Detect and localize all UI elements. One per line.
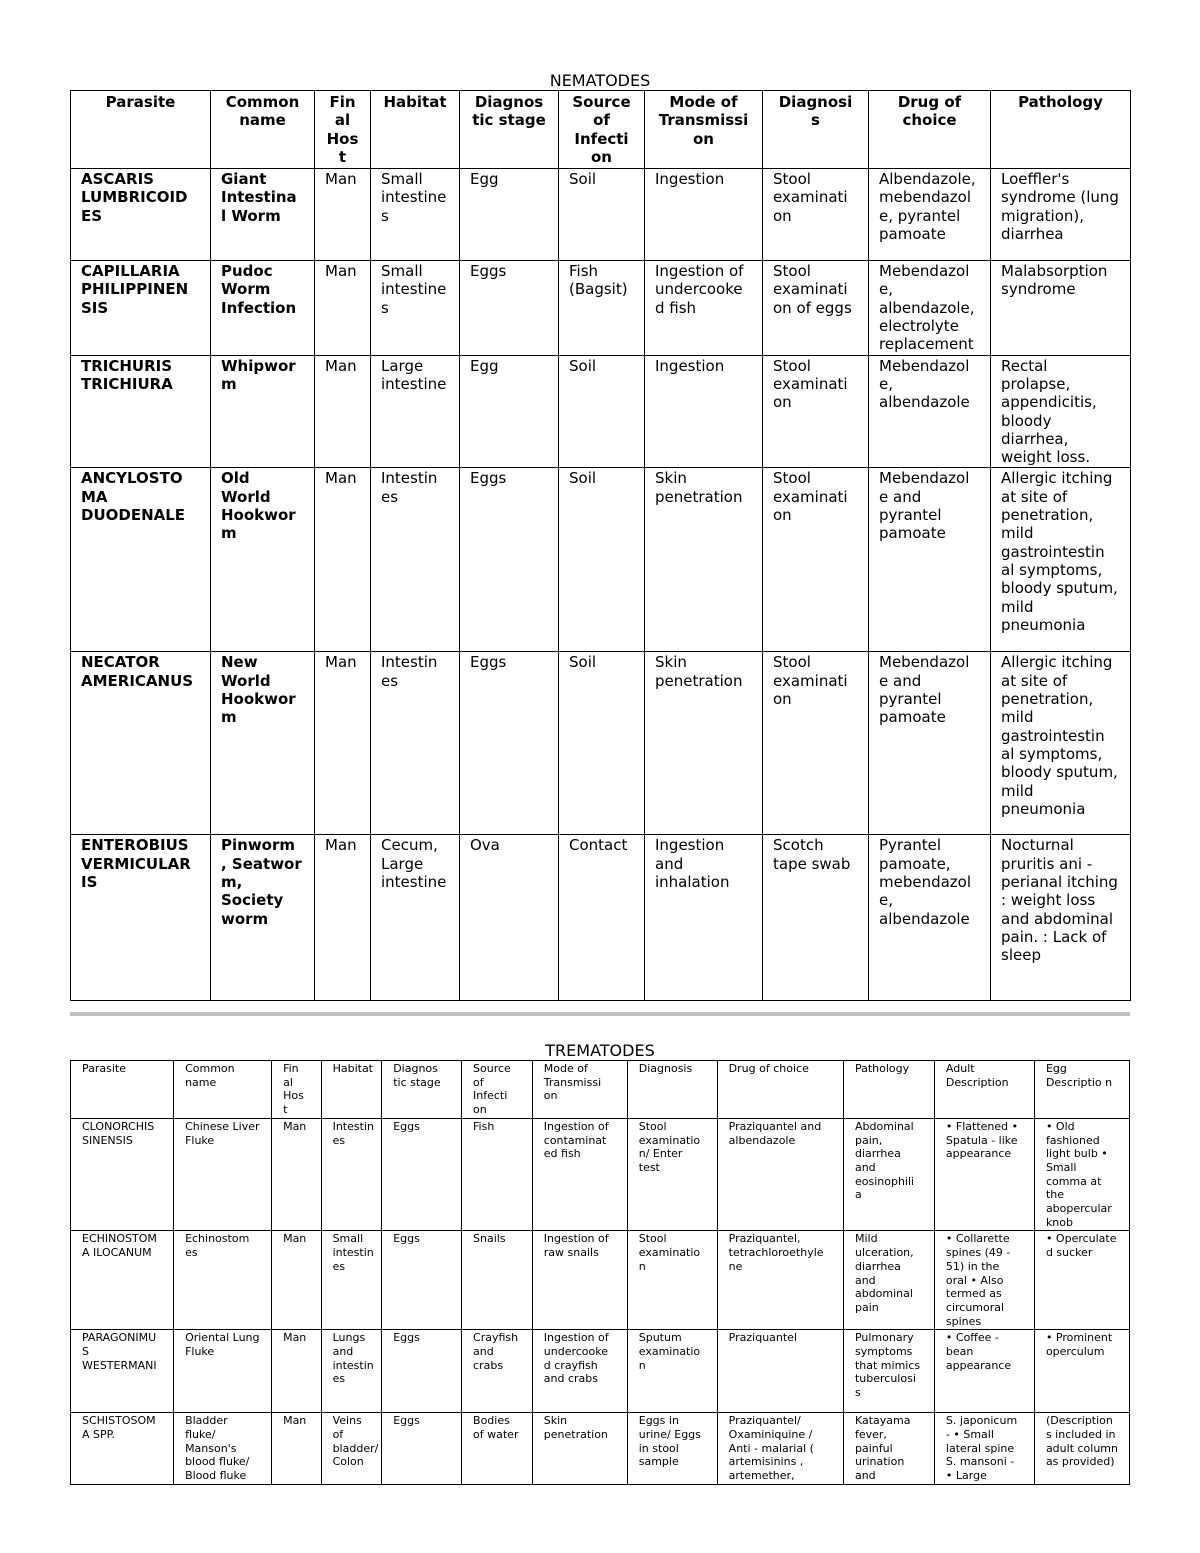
- column-header: Mode of Transmissi on: [532, 1061, 627, 1119]
- table-cell: Man: [315, 169, 371, 261]
- table-cell: Stool examinatio n/ Enter test: [627, 1118, 717, 1231]
- table-cell: Intestin es: [371, 652, 460, 835]
- table-cell: Ingestion of undercooke d crayfish and crabs: [532, 1330, 627, 1413]
- column-header: Common name: [174, 1061, 272, 1119]
- table-row: [71, 652, 1131, 835]
- table-cell: Ingestion of undercooke d fish: [645, 261, 763, 355]
- column-header: Fin al Hos t: [315, 91, 371, 169]
- column-header: Mode of Transmissi on: [645, 91, 763, 169]
- trematodes-header-row: [71, 1061, 1130, 1119]
- table-cell: Man: [272, 1231, 322, 1330]
- table-cell: Snails: [462, 1231, 533, 1330]
- table-cell: Chinese Liver Fluke: [174, 1118, 272, 1231]
- column-header: Pathology: [991, 91, 1131, 169]
- table-cell: ANCYLOSTO MA DUODENALE: [71, 468, 211, 652]
- table-cell: Small intestine s: [371, 261, 460, 355]
- nematodes-table: [70, 90, 1131, 1001]
- column-header: Diagnosi s: [763, 91, 869, 169]
- table-cell: PARAGONIMU S WESTERMANI: [71, 1330, 174, 1413]
- table-cell: Contact: [559, 835, 645, 1001]
- table-cell: Veins of bladder/ Colon: [321, 1413, 382, 1485]
- table-cell: Man: [272, 1118, 322, 1231]
- table-cell: Loeffler's syndrome (lung migration), diarrhea: [991, 169, 1131, 261]
- table-row: [71, 261, 1131, 355]
- table-row: [71, 169, 1131, 261]
- table-cell: Ingestion of contaminat ed fish: [532, 1118, 627, 1231]
- table-cell: Small intestine s: [371, 169, 460, 261]
- table-cell: Eggs: [382, 1231, 462, 1330]
- column-header: Parasite: [71, 1061, 174, 1119]
- table-cell: Eggs: [382, 1330, 462, 1413]
- table-cell: Mebendazol e and pyrantel pamoate: [869, 468, 991, 652]
- table-cell: Stool examinati on: [763, 652, 869, 835]
- table-cell: Egg: [460, 355, 559, 468]
- table-cell: • Operculate d sucker: [1034, 1231, 1129, 1330]
- column-header: Diagnosis: [627, 1061, 717, 1119]
- table-cell: Stool examinati on: [763, 355, 869, 468]
- table-cell: Soil: [559, 652, 645, 835]
- table-cell: Egg: [460, 169, 559, 261]
- table-cell: Echinostom es: [174, 1231, 272, 1330]
- column-header: Source of Infecti on: [462, 1061, 533, 1119]
- table-cell: Scotch tape swab: [763, 835, 869, 1001]
- table-cell: (Description s included in adult column as provided): [1034, 1413, 1129, 1485]
- table-cell: Albendazole, mebendazol e, pyrantel pamoate: [869, 169, 991, 261]
- table-cell: Katayama fever, painful urination and: [843, 1413, 934, 1485]
- table-cell: Pinworm , Seatwor m, Society worm: [211, 835, 315, 1001]
- table-cell: • Collarette spines (49 - 51) in the oral • Also termed as circumoral spines: [934, 1231, 1034, 1330]
- column-header: Habitat: [321, 1061, 382, 1119]
- table-cell: Intestin es: [371, 468, 460, 652]
- table-cell: • Coffee - bean appearance: [934, 1330, 1034, 1413]
- table-cell: Large intestine: [371, 355, 460, 468]
- table-cell: CLONORCHIS SINENSIS: [71, 1118, 174, 1231]
- table-cell: Pudoc Worm Infection: [211, 261, 315, 355]
- column-header: Source of Infecti on: [559, 91, 645, 169]
- table-cell: Old World Hookwor m: [211, 468, 315, 652]
- table-cell: CAPILLARIA PHILIPPINEN SIS: [71, 261, 211, 355]
- table-cell: Cecum, Large intestine: [371, 835, 460, 1001]
- table-cell: • Old fashioned light bulb • Small comma at the abopercular knob: [1034, 1118, 1129, 1231]
- table-cell: S. japonicum - • Small lateral spine S. mansoni - • Large: [934, 1413, 1034, 1485]
- table-cell: Mebendazol e, albendazole: [869, 355, 991, 468]
- table-cell: • Flattened • Spatula - like appearance: [934, 1118, 1034, 1231]
- table-cell: Lungs and intestin es: [321, 1330, 382, 1413]
- table-cell: Praziquantel/ Oxaminiquine / Anti - malarial ( artemisinins , artemether,: [717, 1413, 843, 1485]
- table-cell: Giant Intestina l Worm: [211, 169, 315, 261]
- table-cell: Nocturnal pruritis ani - perianal itching : weight loss and abdominal pain. : Lack of sleep: [991, 835, 1131, 1001]
- table-cell: Ova: [460, 835, 559, 1001]
- table-cell: ENTEROBIUS VERMICULAR IS: [71, 835, 211, 1001]
- table-cell: Fish: [462, 1118, 533, 1231]
- table-cell: Abdominal pain, diarrhea and eosinophili a: [843, 1118, 934, 1231]
- table-cell: Man: [315, 652, 371, 835]
- table-cell: NECATOR AMERICANUS: [71, 652, 211, 835]
- table-row: [71, 835, 1131, 1001]
- table-cell: Ingestion: [645, 169, 763, 261]
- table-cell: Small intestin es: [321, 1231, 382, 1330]
- table-cell: Stool examinati on: [763, 468, 869, 652]
- table-cell: Man: [272, 1330, 322, 1413]
- table-cell: Oriental Lung Fluke: [174, 1330, 272, 1413]
- table-cell: Stool examinatio n: [627, 1231, 717, 1330]
- nematodes-header-row: [71, 91, 1131, 169]
- table-cell: Praziquantel, tetrachloroethyle ne: [717, 1231, 843, 1330]
- column-header: Drug of choice: [717, 1061, 843, 1119]
- table-cell: Mebendazol e and pyrantel pamoate: [869, 652, 991, 835]
- table-cell: Eggs: [382, 1118, 462, 1231]
- table-cell: Eggs: [460, 261, 559, 355]
- table-row: [71, 1330, 1130, 1413]
- column-header: Pathology: [843, 1061, 934, 1119]
- table-cell: TRICHURIS TRICHIURA: [71, 355, 211, 468]
- column-header: Egg Descriptio n: [1034, 1061, 1129, 1119]
- column-header: Common name: [211, 91, 315, 169]
- table-cell: Man: [315, 468, 371, 652]
- table-cell: SCHISTOSOM A SPP.: [71, 1413, 174, 1485]
- column-header: Parasite: [71, 91, 211, 169]
- table-cell: Eggs: [382, 1413, 462, 1485]
- table-cell: • Prominent operculum: [1034, 1330, 1129, 1413]
- table-cell: Soil: [559, 468, 645, 652]
- trematodes-title: TREMATODES: [545, 1041, 655, 1060]
- table-cell: Eggs: [460, 468, 559, 652]
- table-cell: Skin penetration: [645, 468, 763, 652]
- table-cell: Stool examinati on: [763, 169, 869, 261]
- table-cell: Skin penetration: [645, 652, 763, 835]
- table-cell: ASCARIS LUMBRICOID ES: [71, 169, 211, 261]
- table-cell: Praziquantel and albendazole: [717, 1118, 843, 1231]
- table-cell: Crayfish and crabs: [462, 1330, 533, 1413]
- table-cell: Soil: [559, 169, 645, 261]
- nematodes-title: NEMATODES: [549, 71, 651, 90]
- table-cell: Rectal prolapse, appendicitis, bloody diarrhea, weight loss.: [991, 355, 1131, 468]
- column-header: Diagnos tic stage: [382, 1061, 462, 1119]
- table-cell: Man: [315, 355, 371, 468]
- trematodes-table: [70, 1060, 1130, 1485]
- table-cell: Bladder fluke/ Manson's blood fluke/ Blood fluke: [174, 1413, 272, 1485]
- table-cell: Pyrantel pamoate, mebendazol e, albendazole: [869, 835, 991, 1001]
- table-cell: Fish (Bagsit): [559, 261, 645, 355]
- table-row: [71, 468, 1131, 652]
- section-divider: [70, 1012, 1130, 1016]
- table-row: [71, 1231, 1130, 1330]
- table-cell: Eggs: [460, 652, 559, 835]
- table-cell: Sputum examinatio n: [627, 1330, 717, 1413]
- table-cell: Allergic itching at site of penetration, mild gastrointestin al symptoms, bloody sputum, mild pneumonia: [991, 652, 1131, 835]
- table-cell: Man: [315, 261, 371, 355]
- table-cell: ECHINOSTOM A ILOCANUM: [71, 1231, 174, 1330]
- table-cell: Stool examinati on of eggs: [763, 261, 869, 355]
- table-cell: Ingestion of raw snails: [532, 1231, 627, 1330]
- table-cell: Praziquantel: [717, 1330, 843, 1413]
- table-cell: New World Hookwor m: [211, 652, 315, 835]
- table-cell: Mebendazol e, albendazole, electrolyte replacement: [869, 261, 991, 355]
- table-cell: Ingestion: [645, 355, 763, 468]
- table-cell: Skin penetration: [532, 1413, 627, 1485]
- table-cell: Ingestion and inhalation: [645, 835, 763, 1001]
- table-row: [71, 1413, 1130, 1485]
- column-header: Habitat: [371, 91, 460, 169]
- column-header: Drug of choice: [869, 91, 991, 169]
- table-cell: Malabsorption syndrome: [991, 261, 1131, 355]
- table-cell: Man: [315, 835, 371, 1001]
- table-cell: Whipwor m: [211, 355, 315, 468]
- table-cell: Pulmonary symptoms that mimics tuberculosi s: [843, 1330, 934, 1413]
- table-cell: Allergic itching at site of penetration, mild gastrointestin al symptoms, bloody sputum, mild pneumonia: [991, 468, 1131, 652]
- column-header: Adult Description: [934, 1061, 1034, 1119]
- table-cell: Man: [272, 1413, 322, 1485]
- table-cell: Intestin es: [321, 1118, 382, 1231]
- table-row: [71, 1118, 1130, 1231]
- table-cell: Mild ulceration, diarrhea and abdominal pain: [843, 1231, 934, 1330]
- table-cell: Eggs in urine/ Eggs in stool sample: [627, 1413, 717, 1485]
- table-cell: Soil: [559, 355, 645, 468]
- column-header: Fin al Hos t: [272, 1061, 322, 1119]
- column-header: Diagnos tic stage: [460, 91, 559, 169]
- table-cell: Bodies of water: [462, 1413, 533, 1485]
- table-row: [71, 355, 1131, 468]
